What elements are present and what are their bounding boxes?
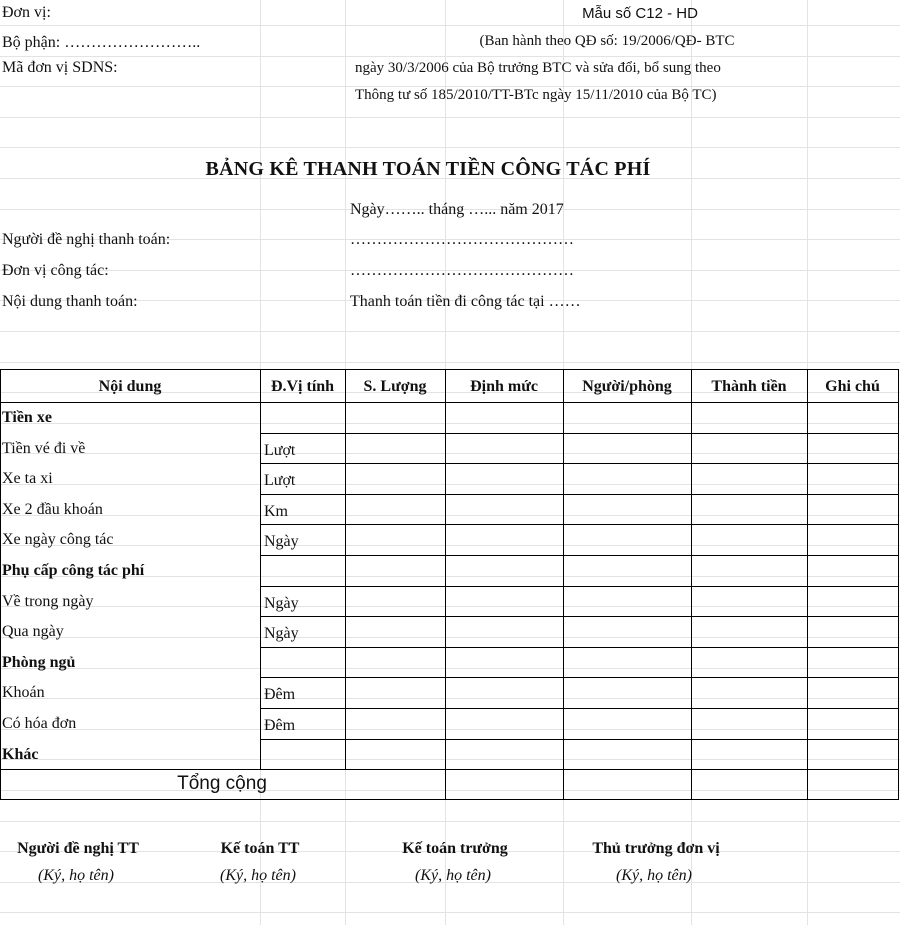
- table-row-divider: [260, 677, 899, 678]
- decree-line-1: (Ban hành theo QĐ số: 19/2006/QĐ- BTC: [479, 33, 735, 49]
- table-row-unit: Ngày: [264, 533, 299, 551]
- decree-line-2: ngày 30/3/2006 của Bộ trưởng BTC và sửa đổi, bổ sung theo: [355, 60, 721, 76]
- gridline-horizontal: [0, 56, 900, 57]
- table-row-divider: [260, 524, 899, 525]
- table-header-cell: Nội dung: [98, 378, 162, 395]
- table-row-divider: [260, 647, 899, 648]
- table-row-content: Xe ta xi: [2, 470, 53, 488]
- gridline-horizontal: [0, 668, 900, 669]
- payment-content-label: Nội dung thanh toán:: [2, 293, 138, 310]
- table-row-content: Khoán: [2, 684, 45, 702]
- table-col-divider: [445, 369, 446, 799]
- table-total-divider: [0, 769, 899, 770]
- table-row-divider: [260, 586, 899, 587]
- gridline-horizontal: [0, 545, 900, 546]
- table-row-divider: [260, 463, 899, 464]
- table-col-divider: [563, 369, 564, 799]
- department-label: Bộ phận: ……………………..: [2, 34, 201, 51]
- table-row-divider: [260, 616, 899, 617]
- table-row-content: Phụ cấp công tác phí: [2, 562, 145, 579]
- signature-note: (Ký, họ tên): [415, 867, 491, 884]
- signature-note: (Ký, họ tên): [38, 867, 114, 884]
- document-title: BẢNG KÊ THANH TOÁN TIỀN CÔNG TÁC PHÍ: [205, 158, 651, 180]
- signature-role: Kế toán TT: [220, 840, 300, 857]
- gridline-horizontal: [0, 637, 900, 638]
- table-row-content: Tiền xe: [2, 409, 52, 426]
- signature-role: Kế toán trưởng: [402, 840, 508, 857]
- signature-note: (Ký, họ tên): [220, 867, 296, 884]
- table-border-right: [898, 369, 899, 799]
- gridline-horizontal: [0, 759, 900, 760]
- table-row-unit: Ngày: [264, 625, 299, 643]
- table-row-unit: Đêm: [264, 686, 296, 704]
- total-label: Tổng cộng: [177, 773, 267, 795]
- signature-role: Thủ trưởng đơn vị: [592, 840, 720, 857]
- requester-value: ……………………………………: [350, 231, 574, 248]
- table-row-content: Về trong ngày: [2, 592, 94, 610]
- unit-label: Đơn vị:: [2, 4, 51, 21]
- table-row-divider: [260, 708, 899, 709]
- table-row-divider: [260, 494, 899, 495]
- gridline-horizontal: [0, 117, 900, 118]
- table-header-cell: Đ.Vị tính: [270, 378, 335, 395]
- date-line: Ngày…….. tháng …... năm 2017: [350, 201, 564, 218]
- gridline-horizontal: [0, 147, 900, 148]
- table-row-unit: Lượt: [264, 441, 296, 459]
- table-row-content: Tiền vé đi về: [2, 439, 86, 457]
- table-row-content: Xe ngày công tác: [2, 531, 114, 549]
- gridline-horizontal: [0, 453, 900, 454]
- table-row-unit: Ngày: [264, 594, 299, 612]
- gridline-horizontal: [0, 821, 900, 822]
- requester-label: Người đề nghị thanh toán:: [2, 231, 171, 248]
- table-row-unit: Km: [264, 502, 288, 520]
- table-row-content: Có hóa đơn: [2, 715, 77, 732]
- gridline-horizontal: [0, 729, 900, 730]
- gridline-horizontal: [0, 25, 900, 26]
- gridline-horizontal: [0, 515, 900, 516]
- payment-content-value: Thanh toán tiền đi công tác tại ……: [350, 293, 581, 310]
- form-number: Mẫu số C12 - HD: [582, 5, 698, 22]
- table-row-divider: [260, 555, 899, 556]
- signature-role: Người đề nghị TT: [17, 840, 139, 857]
- gridline-horizontal: [0, 790, 900, 791]
- table-row-divider: [260, 433, 899, 434]
- table-header-cell: Ghi chú: [825, 378, 880, 395]
- decree-line-3: Thông tư số 185/2010/TT-BTc ngày 15/11/2010 của Bộ TC): [355, 87, 717, 103]
- table-header-divider: [0, 402, 899, 403]
- table-row-content: Khác: [2, 745, 39, 763]
- table-header-cell: Định mức: [470, 378, 538, 395]
- gridline-horizontal: [0, 331, 900, 332]
- table-col-divider: [691, 369, 692, 799]
- table-header-cell: Người/phòng: [582, 378, 672, 395]
- gridline-horizontal: [0, 912, 900, 913]
- table-row-unit: Đêm: [264, 717, 296, 734]
- gridline-horizontal: [0, 606, 900, 607]
- table-header-cell: S. Lượng: [363, 378, 427, 395]
- work-unit-label: Đơn vị công tác:: [2, 262, 109, 279]
- table-header-cell: Thành tiền: [711, 378, 787, 395]
- table-row-content: Xe 2 đầu khoán: [2, 500, 103, 518]
- table-row-divider: [260, 739, 899, 740]
- table-border-bottom: [0, 799, 899, 800]
- table-col-divider: [260, 369, 261, 769]
- table-border-top: [0, 369, 899, 370]
- table-col-divider: [807, 369, 808, 799]
- table-col-divider: [345, 369, 346, 769]
- work-unit-value: ……………………………………: [350, 262, 574, 279]
- gridline-horizontal: [0, 423, 900, 424]
- table-row-content: Phòng ngủ: [2, 653, 76, 671]
- signature-note: (Ký, họ tên): [616, 867, 692, 884]
- table-row-content: Qua ngày: [2, 623, 64, 641]
- gridline-horizontal: [0, 362, 900, 363]
- table-border-left: [0, 369, 1, 799]
- gridline-horizontal: [0, 698, 900, 699]
- sdns-code-label: Mã đơn vị SDNS:: [2, 59, 118, 76]
- table-row-unit: Lượt: [264, 472, 296, 490]
- gridline-horizontal: [0, 484, 900, 485]
